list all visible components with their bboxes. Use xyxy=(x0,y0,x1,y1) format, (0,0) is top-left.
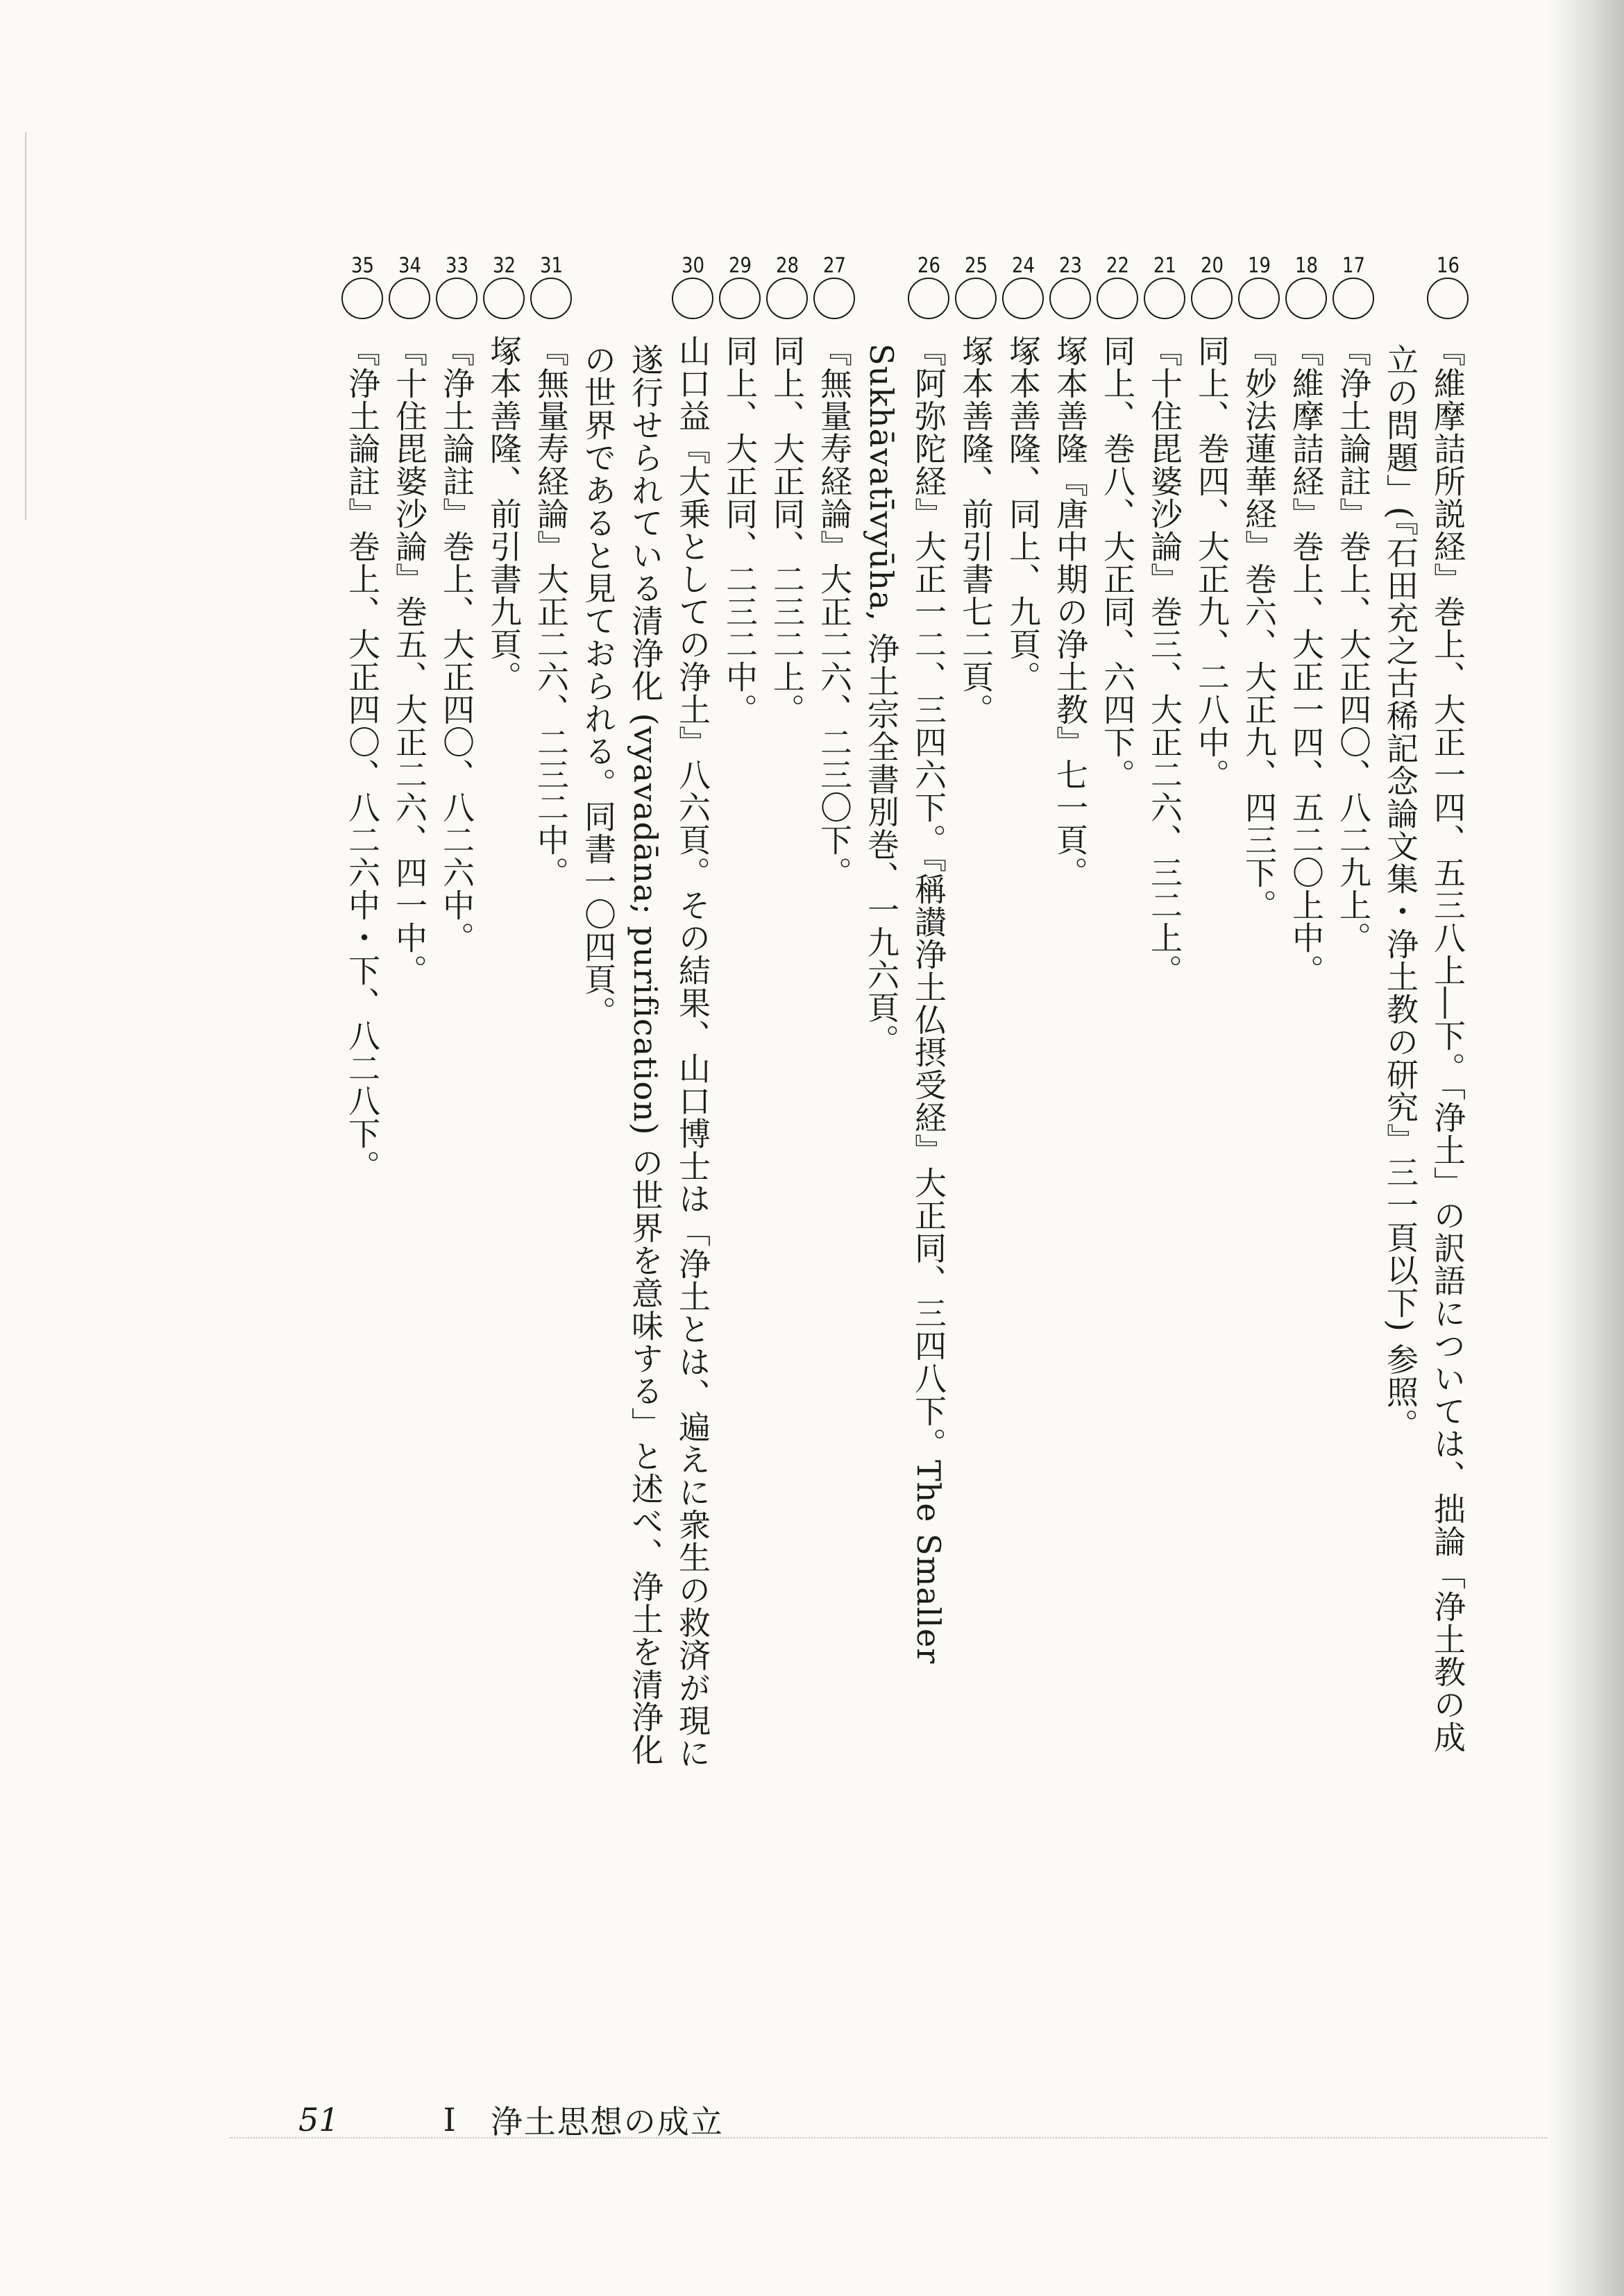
page-number: 51 xyxy=(298,2101,339,2138)
note-number: 17 xyxy=(1333,278,1374,319)
note-24 xyxy=(999,255,1047,1769)
note-number: 33 xyxy=(436,278,477,319)
note-text: 同上、巻四、大正九、二八中。 xyxy=(1193,334,1230,791)
note-text: 同上、大正同、二三二上。 xyxy=(768,334,806,726)
note-number: 23 xyxy=(1049,278,1091,319)
note-19 xyxy=(1235,255,1283,1769)
note-text: 『十住毘婆沙論』巻三、大正二六、三二上。 xyxy=(1146,334,1183,987)
note-text: 塚本善隆、前引書七二頁。 xyxy=(957,334,995,726)
note-number: 32 xyxy=(483,278,525,319)
note-31 xyxy=(527,255,575,1769)
note-number: 19 xyxy=(1238,278,1280,319)
note-26 xyxy=(858,255,952,1769)
note-text: 『浄土論註』巻上、大正四〇、八二六中・下、八二八下。 xyxy=(344,334,381,1182)
note-number: 25 xyxy=(955,278,997,319)
note-number: 30 xyxy=(672,278,713,319)
note-text: 『無量寿経論』大正二六、二三二中。 xyxy=(532,334,570,889)
note-text: 塚本善隆、同上、九頁。 xyxy=(1004,334,1042,693)
note-34 xyxy=(386,255,433,1769)
endnotes-block xyxy=(278,255,1471,1769)
note-text: 『浄土論註』巻上、大正四〇、八二九上。 xyxy=(1335,334,1372,954)
note-33 xyxy=(433,255,480,1769)
note-number: 16 xyxy=(1427,278,1469,319)
note-30 xyxy=(575,255,716,1769)
note-number: 26 xyxy=(908,278,949,319)
note-text: 塚本善隆、前引書九頁。 xyxy=(485,334,523,693)
part-label: I xyxy=(443,2101,456,2138)
note-number: 21 xyxy=(1144,278,1185,319)
note-text: 『阿弥陀経』大正一二、三四六下。『稱讃浄土仏摂受経』大正同、三四八下。The Smaller Sukhāvatīvyūha, 浄土宗全書別巻、一九六頁。 xyxy=(863,334,947,1665)
note-text: 『無量寿経論』大正二六、二三〇下。 xyxy=(815,334,853,889)
note-number: 24 xyxy=(1002,278,1044,319)
note-23 xyxy=(1047,255,1094,1769)
note-number: 35 xyxy=(341,278,383,319)
note-17 xyxy=(1330,255,1377,1769)
note-25 xyxy=(952,255,999,1769)
note-text: 塚本善隆『唐中期の浄土教』七一頁。 xyxy=(1051,334,1089,889)
note-text: 同上、大正同、二三二中。 xyxy=(721,334,759,726)
note-number: 18 xyxy=(1285,278,1327,319)
note-32 xyxy=(480,255,527,1769)
note-text: 『妙法蓮華経』巻六、大正九、四三下。 xyxy=(1240,334,1278,921)
note-text: 山口益『大乗としての浄土』八六頁。その結果、山口博士は「浄土とは、遍えに衆生の救済が現に遂行せられている清浄化 (vyavadāna; purification) の世界を意味する」と述べ、浄土を清浄化の世界であると見ておられる。同書一〇四頁。 xyxy=(580,334,711,1769)
scan-artifact-line xyxy=(25,132,26,520)
note-number: 28 xyxy=(766,278,808,319)
note-28 xyxy=(763,255,811,1769)
note-29 xyxy=(716,255,763,1769)
note-18 xyxy=(1283,255,1330,1769)
note-22 xyxy=(1094,255,1141,1769)
note-27 xyxy=(811,255,858,1769)
note-text: 同上、巻八、大正同、六四下。 xyxy=(1099,334,1136,791)
note-35 xyxy=(339,255,386,1769)
note-number: 27 xyxy=(813,278,855,319)
note-20 xyxy=(1188,255,1235,1769)
note-number: 29 xyxy=(719,278,761,319)
scan-edge-shadow xyxy=(1548,0,1624,2296)
note-text: 『維摩詰所説経』巻上、大正一四、五三八上―下。「浄土」の訳語については、拙論「浄土教の成立の問題」(『石田充之古稀記念論文集・浄土教の研究』三一頁以下) 参照。 xyxy=(1382,334,1466,1753)
note-number: 34 xyxy=(389,278,430,319)
page-footer xyxy=(298,2095,724,2144)
note-21 xyxy=(1141,255,1188,1769)
note-number: 20 xyxy=(1191,278,1233,319)
chapter-title: 浄土思想の成立 xyxy=(490,2103,724,2141)
note-text: 『浄土論註』巻上、大正四〇、八二六中。 xyxy=(438,334,475,954)
note-number: 31 xyxy=(530,278,572,319)
note-number: 22 xyxy=(1097,278,1138,319)
note-text: 『十住毘婆沙論』巻五、大正二六、四一中。 xyxy=(391,334,428,987)
note-16 xyxy=(1377,255,1471,1769)
note-text: 『維摩詰経』巻上、大正一四、五二〇上中。 xyxy=(1287,334,1325,987)
